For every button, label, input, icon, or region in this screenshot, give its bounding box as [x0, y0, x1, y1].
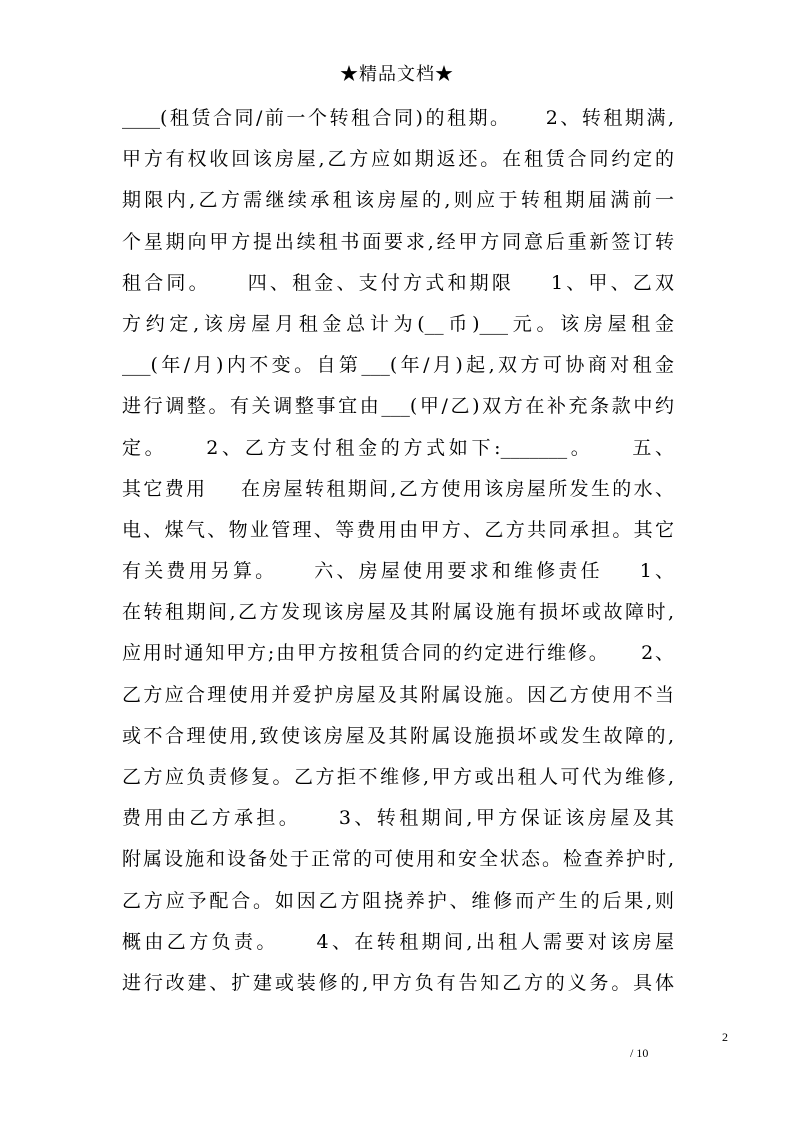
- text-line: 租合同。 四、租金、支付方式和期限 1、甲、乙双: [122, 271, 674, 294]
- text-line: 个星期向甲方提出续租书面要求,经甲方同意后重新签订转: [122, 230, 674, 253]
- text-line: 进行调整。有关调整事宜由___(甲/乙)双方在补充条款中约: [122, 395, 674, 418]
- page-number: 2: [722, 1030, 728, 1044]
- text-line: ____(租赁合同/前一个转租合同)的租期。 2、转租期满,: [122, 107, 674, 129]
- text-line: 甲方有权收回该房屋,乙方应如期返还。在租赁合同约定的: [122, 148, 674, 171]
- text-line: 进行改建、扩建或装修的,甲方负有告知乙方的义务。具体: [122, 971, 674, 994]
- text-line: 或不合理使用,致使该房屋及其附属设施损坏或发生故障的,: [122, 724, 674, 747]
- text-line: 电、煤气、物业管理、等费用由甲方、乙方共同承担。其它: [122, 518, 674, 541]
- document-body: [122, 98, 674, 1004]
- text-line: 其它费用 在房屋转租期间,乙方使用该房屋所发生的水、: [122, 477, 674, 500]
- text-line: 附属设施和设备处于正常的可使用和安全状态。检查养护时,: [122, 848, 674, 871]
- text-line: 定。 2、乙方支付租金的方式如下:_______。 五、: [122, 436, 674, 459]
- text-line: ___(年/月)内不变。自第___(年/月)起,双方可协商对租金: [122, 354, 674, 377]
- text-line: 乙方应合理使用并爱护房屋及其附属设施。因乙方使用不当: [122, 683, 674, 706]
- text-line: 方约定,该房屋月租金总计为(__币)___元。该房屋租金: [122, 312, 674, 335]
- page-total: / 10: [630, 1046, 649, 1060]
- text-line: 费用由乙方承担。 3、转租期间,甲方保证该房屋及其: [122, 807, 674, 830]
- text-line: 乙方应予配合。如因乙方阻挠养护、维修而产生的后果,则: [122, 889, 674, 912]
- text-line: 乙方应负责修复。乙方拒不维修,甲方或出租人可代为维修,: [122, 766, 674, 788]
- text-line: 概由乙方负责。 4、在转租期间,出租人需要对该房屋: [122, 930, 674, 953]
- text-line: 应用时通知甲方;由甲方按租赁合同的约定进行维修。 2、: [122, 642, 674, 665]
- text-line: 在转租期间,乙方发现该房屋及其附属设施有损坏或故障时,: [122, 601, 674, 624]
- text-line: 期限内,乙方需继续承租该房屋的,则应于转租期届满前一: [122, 189, 674, 212]
- text-line: 有关费用另算。 六、房屋使用要求和维修责任 1、: [122, 560, 674, 583]
- document-header-title: ★精品文档★: [340, 64, 454, 85]
